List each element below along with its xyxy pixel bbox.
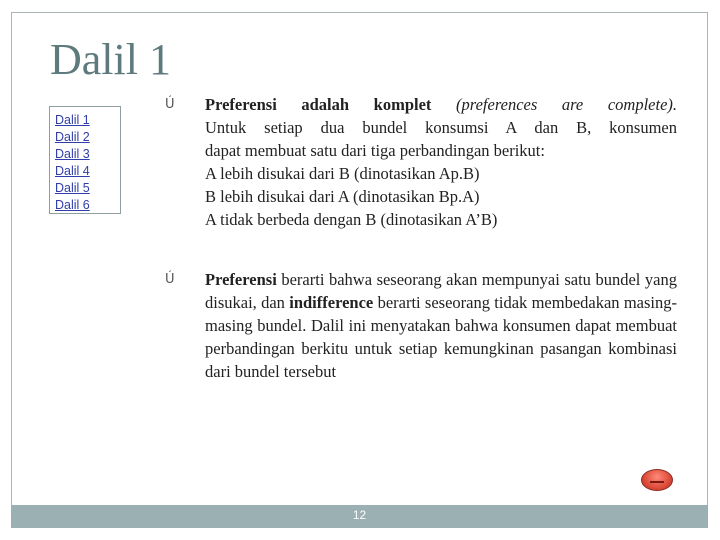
nav-link-dalil-1[interactable]: Dalil 1 [55, 113, 90, 127]
nav-link-dalil-2[interactable]: Dalil 2 [55, 130, 90, 144]
term-preferensi: Preferensi [205, 270, 277, 289]
term-english: (preferences are complete). [456, 95, 678, 114]
bullet-icon: Ú [165, 97, 175, 112]
nav-link-dalil-4[interactable]: Dalil 4 [55, 164, 90, 178]
comparison-line: B lebih disukai dari A (dinotasikan Bp.A) [205, 187, 480, 206]
paragraph-complete-preferences [205, 93, 677, 231]
slide-navigation [49, 106, 121, 214]
paragraph-text: berarti bahwa seseorang akan mempunyai satu bundel yang disukai, dan [205, 270, 677, 312]
bullet-icon: Ú [165, 272, 175, 287]
footer-bar [11, 505, 708, 528]
paragraph-preference-definition [205, 268, 677, 383]
nav-link-dalil-5[interactable]: Dalil 5 [55, 181, 90, 195]
term-preferensi-komplet: Preferensi adalah komplet [205, 95, 432, 114]
slide-title: Dalil 1 [50, 35, 171, 84]
paragraph-line: dapat membuat satu dari tiga perbandingan berikut: [205, 141, 545, 160]
comparison-line: A lebih disukai dari B (dinotasikan Ap.B) [205, 164, 480, 183]
comparison-line: A tidak berbeda dengan B (dinotasikan A’B) [205, 210, 498, 229]
page-number: 12 [352, 508, 367, 522]
term-indifference: indifference [289, 293, 374, 312]
paragraph-text: berarti seseorang tidak membedakan masing-masing bundel. Dalil ini menyatakan bahwa konsumen dapat membuat perbandingan berkitu untuk setiap kemungkinan pasangan kombinasi dari bundel tersebut [205, 293, 678, 381]
paragraph-line: Untuk setiap dua bundel konsumsi A dan B, konsumen [205, 118, 677, 137]
nav-link-dalil-3[interactable]: Dalil 3 [55, 147, 90, 161]
paragraph-line [205, 93, 677, 116]
nav-link-dalil-6[interactable]: Dalil 6 [55, 198, 90, 212]
next-slide-button[interactable] [641, 469, 673, 491]
arrow-right-icon [650, 477, 664, 483]
